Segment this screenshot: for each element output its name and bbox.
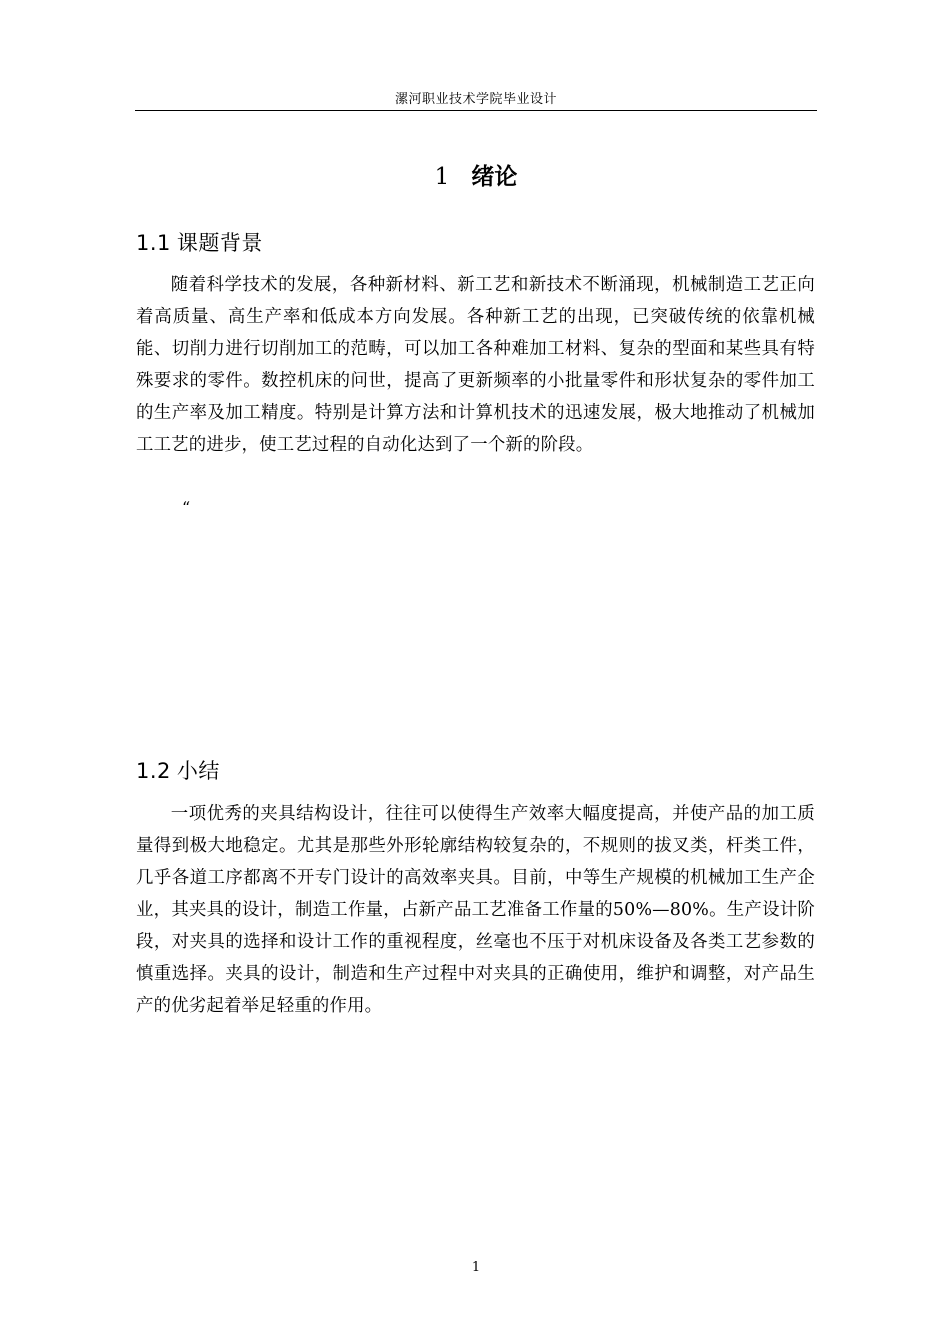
chapter-title <box>135 160 817 194</box>
stray-quote-mark: “ <box>182 498 191 517</box>
section-number: 1.2 <box>136 759 171 783</box>
chapter-number: 1 <box>434 164 450 190</box>
section-paragraph-1-2: 一项优秀的夹具结构设计，往往可以使得生产效率大幅度提高，并使产品的加工质量得到极大地稳定。尤其是那些外形轮廓结构较复杂的，不规则的拔叉类，杆类工件，几乎各道工序都离不开专门设计的高效率夹具。目前，中等生产规模的机械加工生产企业，其夹具的设计，制造工作量，占新产品工艺准备工作量的50%—80%。生产设计阶段，对夹具的选择和设计工作的重视程度，丝毫也不压于对机床设备及各类工艺参数的慎重选择。夹具的设计，制造和生产过程中对夹具的正确使用，维护和调整，对产品生产的优劣起着举足轻重的作用。 <box>136 804 815 1016</box>
section-heading-1-2 <box>136 756 220 786</box>
section-heading-1-1 <box>136 228 263 258</box>
section-number: 1.1 <box>136 231 171 255</box>
running-header: 漯河职业技术学院毕业设计 <box>394 92 557 107</box>
chapter-title-text: 绪论 <box>471 163 518 190</box>
section-title: 课题背景 <box>176 231 263 255</box>
header-rule <box>135 110 817 111</box>
page-number: 1 <box>471 1260 481 1275</box>
section-paragraph-1-1: 随着科学技术的发展，各种新材料、新工艺和新技术不断涌现，机械制造工艺正向着高质量、高生产率和低成本方向发展。各种新工艺的出现，已突破传统的依靠机械能、切削力进行切削加工的范畴，可以加工各种难加工材料、复杂的型面和某些具有特殊要求的零件。数控机床的问世，提高了更新频率的小批量零件和形状复杂的零件加工的生产率及加工精度。特别是计算方法和计算机技术的迅速发展，极大地推动了机械加工工艺的进步，使工艺过程的自动化达到了一个新的阶段。 <box>136 275 815 455</box>
section-title: 小结 <box>176 759 220 783</box>
